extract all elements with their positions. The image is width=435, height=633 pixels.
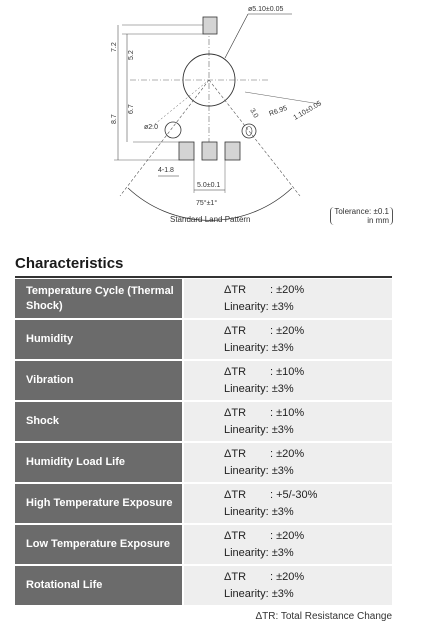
row-value: [183, 279, 392, 319]
tolerance-line1: Tolerance: ±0.1: [334, 207, 389, 216]
bottom-pad-middle: [202, 142, 217, 160]
tolerance-note: [330, 207, 393, 225]
tr-value: : ±20%: [270, 283, 305, 296]
table-row: [15, 524, 392, 565]
dim-3-0: 3.0: [248, 107, 260, 120]
tr-value: : ±20%: [270, 324, 305, 337]
tr-key: ΔTR: [224, 529, 247, 542]
dim-7-2: 7.2: [111, 42, 118, 52]
row-label: Temperature Cycle (Thermal Shock): [15, 279, 183, 319]
drawing-caption: Standard Land Pattern: [170, 215, 251, 224]
tr-value: : ±20%: [270, 529, 305, 542]
tr-value: : +5/-30%: [270, 488, 318, 501]
dim-5-0: 5.0±0.1: [197, 182, 221, 189]
table-row: [15, 401, 392, 442]
linearity-value: Linearity: ±3%: [224, 587, 294, 600]
tr-key: ΔTR: [224, 447, 247, 460]
tr-key: ΔTR: [224, 324, 247, 337]
row-value: [183, 565, 392, 606]
tr-key: ΔTR: [224, 570, 247, 583]
linearity-value: Linearity: ±3%: [224, 505, 294, 518]
row-value: [183, 483, 392, 524]
table-row: [15, 565, 392, 606]
row-value: [183, 524, 392, 565]
pin-dia-label: ø2.0: [144, 124, 159, 131]
bottom-pad-right: [225, 142, 240, 160]
tr-key: ΔTR: [224, 488, 247, 501]
land-pattern-drawing: [0, 0, 435, 235]
row-label: Humidity Load Life: [15, 442, 183, 483]
linearity-value: Linearity: ±3%: [224, 341, 294, 354]
tr-key: ΔTR: [224, 283, 247, 296]
section-title: Characteristics: [15, 255, 124, 272]
linearity-value: Linearity: ±3%: [224, 546, 294, 559]
angle-label: 75°±1°: [196, 200, 218, 207]
dim-8-7: 8.7: [111, 114, 118, 124]
tr-value: : ±20%: [270, 570, 305, 583]
pin-hole-right: [242, 124, 256, 138]
row-label: Rotational Life: [15, 565, 183, 606]
dim-5-2: 5.2: [128, 50, 135, 60]
dim-4-1-8: 4-1.8: [158, 167, 174, 174]
row-label: High Temperature Exposure: [15, 483, 183, 524]
pin-hole-left: [165, 122, 181, 138]
row-value: [183, 442, 392, 483]
width-label: 1.10±0.05: [292, 100, 323, 122]
row-value: [183, 319, 392, 360]
characteristics-table: [15, 279, 392, 607]
table-row: [15, 319, 392, 360]
row-label: Vibration: [15, 360, 183, 401]
tr-value: : ±10%: [270, 365, 305, 378]
row-value: [183, 360, 392, 401]
top-pad: [203, 17, 217, 34]
linearity-value: Linearity: ±3%: [224, 382, 294, 395]
table-row: [15, 483, 392, 524]
table-row: [15, 360, 392, 401]
row-value: [183, 401, 392, 442]
tr-value: : ±20%: [270, 447, 305, 460]
linearity-value: Linearity: ±3%: [224, 423, 294, 436]
row-label: Low Temperature Exposure: [15, 524, 183, 565]
tr-key: ΔTR: [224, 406, 247, 419]
linearity-value: Linearity: ±3%: [224, 300, 294, 313]
table-row: [15, 279, 392, 319]
tolerance-line2: in mm: [367, 216, 389, 225]
bottom-pad-left: [179, 142, 194, 160]
row-label: Shock: [15, 401, 183, 442]
dim-6-7: 6.7: [128, 104, 135, 114]
tr-key: ΔTR: [224, 365, 247, 378]
tr-value: : ±10%: [270, 406, 305, 419]
linearity-value: Linearity: ±3%: [224, 464, 294, 477]
radius-label: R6.95: [268, 104, 289, 118]
hole-dia-label: ø5.10±0.05: [248, 6, 284, 13]
row-label: Humidity: [15, 319, 183, 360]
table-row: [15, 442, 392, 483]
title-rule: [15, 276, 392, 278]
footnote: ΔTR: Total Resistance Change: [255, 611, 392, 622]
